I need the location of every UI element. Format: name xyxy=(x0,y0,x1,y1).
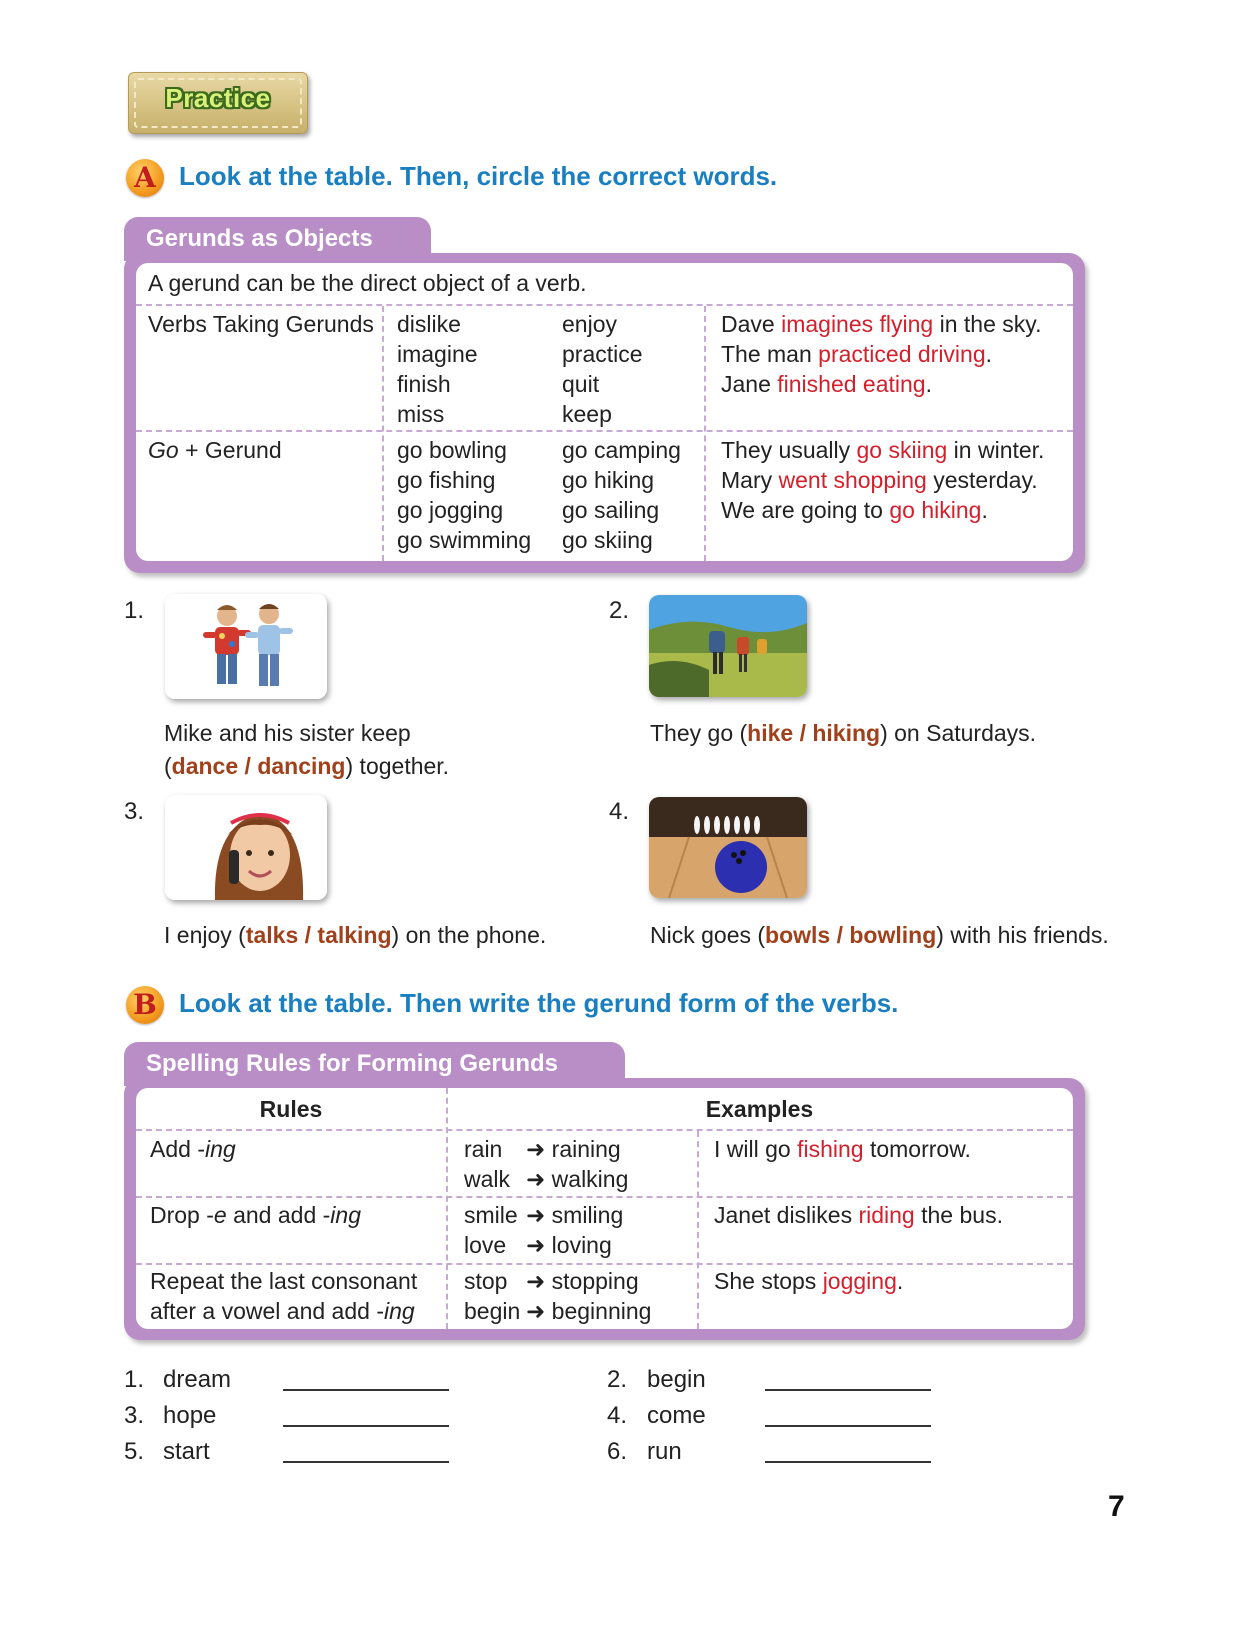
gerunds-intro: A gerund can be the direct object of a verb. xyxy=(148,270,587,296)
item-2-choice[interactable]: hike / hiking xyxy=(747,720,881,746)
go-phrase: go hiking xyxy=(562,467,655,493)
row2-examples xyxy=(721,435,1044,525)
verb: practice xyxy=(562,341,643,367)
go-phrase: go camping xyxy=(562,437,681,463)
children-dancing-image xyxy=(165,594,327,699)
row1-examples xyxy=(721,309,1041,399)
section-b-badge: B xyxy=(126,986,164,1024)
spelling-table-panel xyxy=(124,1078,1085,1340)
exercise-4-answer-line[interactable] xyxy=(765,1425,931,1427)
exercise-2-answer-line[interactable] xyxy=(765,1389,931,1391)
header-rules: Rules xyxy=(259,1096,323,1122)
exercise-1-number: 1. xyxy=(124,1366,145,1393)
exercise-2-number: 2. xyxy=(607,1366,628,1393)
gerunds-table xyxy=(136,263,1073,561)
item-1-line1: Mike and his sister keep xyxy=(164,720,411,746)
arrow-icon: ➜ xyxy=(526,1268,546,1294)
exercise-4-number: 4. xyxy=(607,1402,628,1429)
bowling-icon xyxy=(649,797,807,898)
pairs-row-2: smile ➜ smiling love ➜ loving xyxy=(464,1202,624,1258)
verb: enjoy xyxy=(562,311,617,337)
item-4-choice[interactable]: bowls / bowling xyxy=(765,922,937,948)
verb: keep xyxy=(562,401,612,427)
spelling-table xyxy=(136,1088,1073,1329)
girl-on-phone-icon xyxy=(165,795,327,900)
arrow-icon: ➜ xyxy=(526,1136,546,1162)
go-phrase: go fishing xyxy=(397,467,496,493)
page-number: 7 xyxy=(1108,1490,1125,1523)
item-1-number: 1. xyxy=(124,597,145,624)
section-a-badge: A xyxy=(126,159,164,197)
example-sentence: Jane finished eating. xyxy=(721,371,932,397)
go-phrase: go swimming xyxy=(397,527,532,553)
exercise-6-number: 6. xyxy=(607,1438,628,1465)
example-sentence: Mary went shopping yesterday. xyxy=(721,467,1038,493)
item-4-sentence: Nick goes (bowls / bowling) with his friends. xyxy=(650,922,1109,948)
pairs-row-3: stop ➜ stopping begin ➜ beginning xyxy=(464,1268,652,1324)
item-3-choice[interactable]: talks / talking xyxy=(245,922,392,948)
verb: dislike xyxy=(397,311,461,337)
row1-verbs-col2 xyxy=(562,309,643,429)
item-3-number: 3. xyxy=(124,798,145,825)
practice-banner-text: Practice xyxy=(165,83,271,113)
header-examples: Examples xyxy=(705,1096,814,1122)
exercise-4-word: come xyxy=(647,1402,706,1429)
item-3-sentence: I enjoy (talks / talking) on the phone. xyxy=(164,922,547,948)
row1-label: Verbs Taking Gerunds xyxy=(148,311,374,337)
go-phrase: go bowling xyxy=(397,437,507,463)
rule-3-line2: after a vowel and add -ing xyxy=(150,1298,415,1324)
spelling-example-2: Janet dislikes riding the bus. xyxy=(714,1202,1003,1228)
item-4-number: 4. xyxy=(609,798,630,825)
pairs-row-1: rain ➜ raining walk ➜ walking xyxy=(464,1136,629,1192)
example-sentence: Dave imagines flying in the sky. xyxy=(721,311,1042,337)
item-2-number: 2. xyxy=(609,597,630,624)
exercise-1-answer-line[interactable] xyxy=(283,1389,449,1391)
row1-verbs-col1 xyxy=(397,309,478,429)
exercise-3-number: 3. xyxy=(124,1402,145,1429)
spelling-table-tab: Spelling Rules for Forming Gerunds xyxy=(124,1042,625,1086)
row2-col1 xyxy=(397,435,531,555)
verb: finish xyxy=(397,371,451,397)
arrow-icon: ➜ xyxy=(526,1166,546,1192)
rule-3-line1: Repeat the last consonant xyxy=(150,1268,418,1294)
item-2-sentence: They go (hike / hiking) on Saturdays. xyxy=(650,720,1037,746)
verb: miss xyxy=(397,401,445,427)
gerunds-table-tab: Gerunds as Objects xyxy=(124,217,431,261)
exercise-5-word: start xyxy=(163,1438,210,1465)
arrow-icon: ➜ xyxy=(526,1298,546,1324)
item-1-line2: (dance / dancing) together. xyxy=(164,753,450,779)
arrow-icon: ➜ xyxy=(526,1202,546,1228)
example-sentence: The man practiced driving. xyxy=(721,341,993,367)
children-dancing-icon xyxy=(165,594,327,699)
exercise-5-answer-line[interactable] xyxy=(283,1461,449,1463)
bowling-image xyxy=(649,797,807,898)
row2-col2 xyxy=(562,435,681,555)
exercise-3-answer-line[interactable] xyxy=(283,1425,449,1427)
girl-on-phone-image xyxy=(165,795,327,900)
spelling-example-3: She stops jogging. xyxy=(714,1268,904,1294)
hikers-image xyxy=(649,595,807,697)
rule-1: Add -ing xyxy=(150,1136,236,1162)
example-sentence: They usually go skiing in winter. xyxy=(721,437,1045,463)
gerunds-table-panel xyxy=(124,253,1085,573)
exercise-1-word: dream xyxy=(163,1366,232,1393)
go-phrase: go jogging xyxy=(397,497,504,523)
rule-2: Drop -e and add -ing xyxy=(150,1202,361,1228)
go-phrase: go skiing xyxy=(562,527,653,553)
verb: quit xyxy=(562,371,600,397)
exercise-5-number: 5. xyxy=(124,1438,145,1465)
exercise-6-answer-line[interactable] xyxy=(765,1461,931,1463)
spelling-example-1: I will go fishing tomorrow. xyxy=(714,1136,971,1162)
item-1-sentence xyxy=(164,717,449,783)
exercise-6-word: run xyxy=(647,1438,682,1465)
rule-3 xyxy=(150,1266,417,1326)
hikers-icon xyxy=(649,595,807,697)
practice-banner xyxy=(128,72,308,134)
item-1-choice[interactable]: dance / dancing xyxy=(171,753,346,779)
row2-label: Go + Gerund xyxy=(148,437,282,463)
section-b-instruction: Look at the table. Then write the gerund form of the verbs. xyxy=(179,988,899,1018)
section-a-instruction: Look at the table. Then, circle the correct words. xyxy=(179,161,778,191)
exercise-2-word: begin xyxy=(647,1366,706,1393)
arrow-icon: ➜ xyxy=(526,1232,546,1258)
go-phrase: go sailing xyxy=(562,497,660,523)
example-sentence: We are going to go hiking. xyxy=(721,497,988,523)
exercise-3-word: hope xyxy=(163,1402,217,1429)
verb: imagine xyxy=(397,341,478,367)
